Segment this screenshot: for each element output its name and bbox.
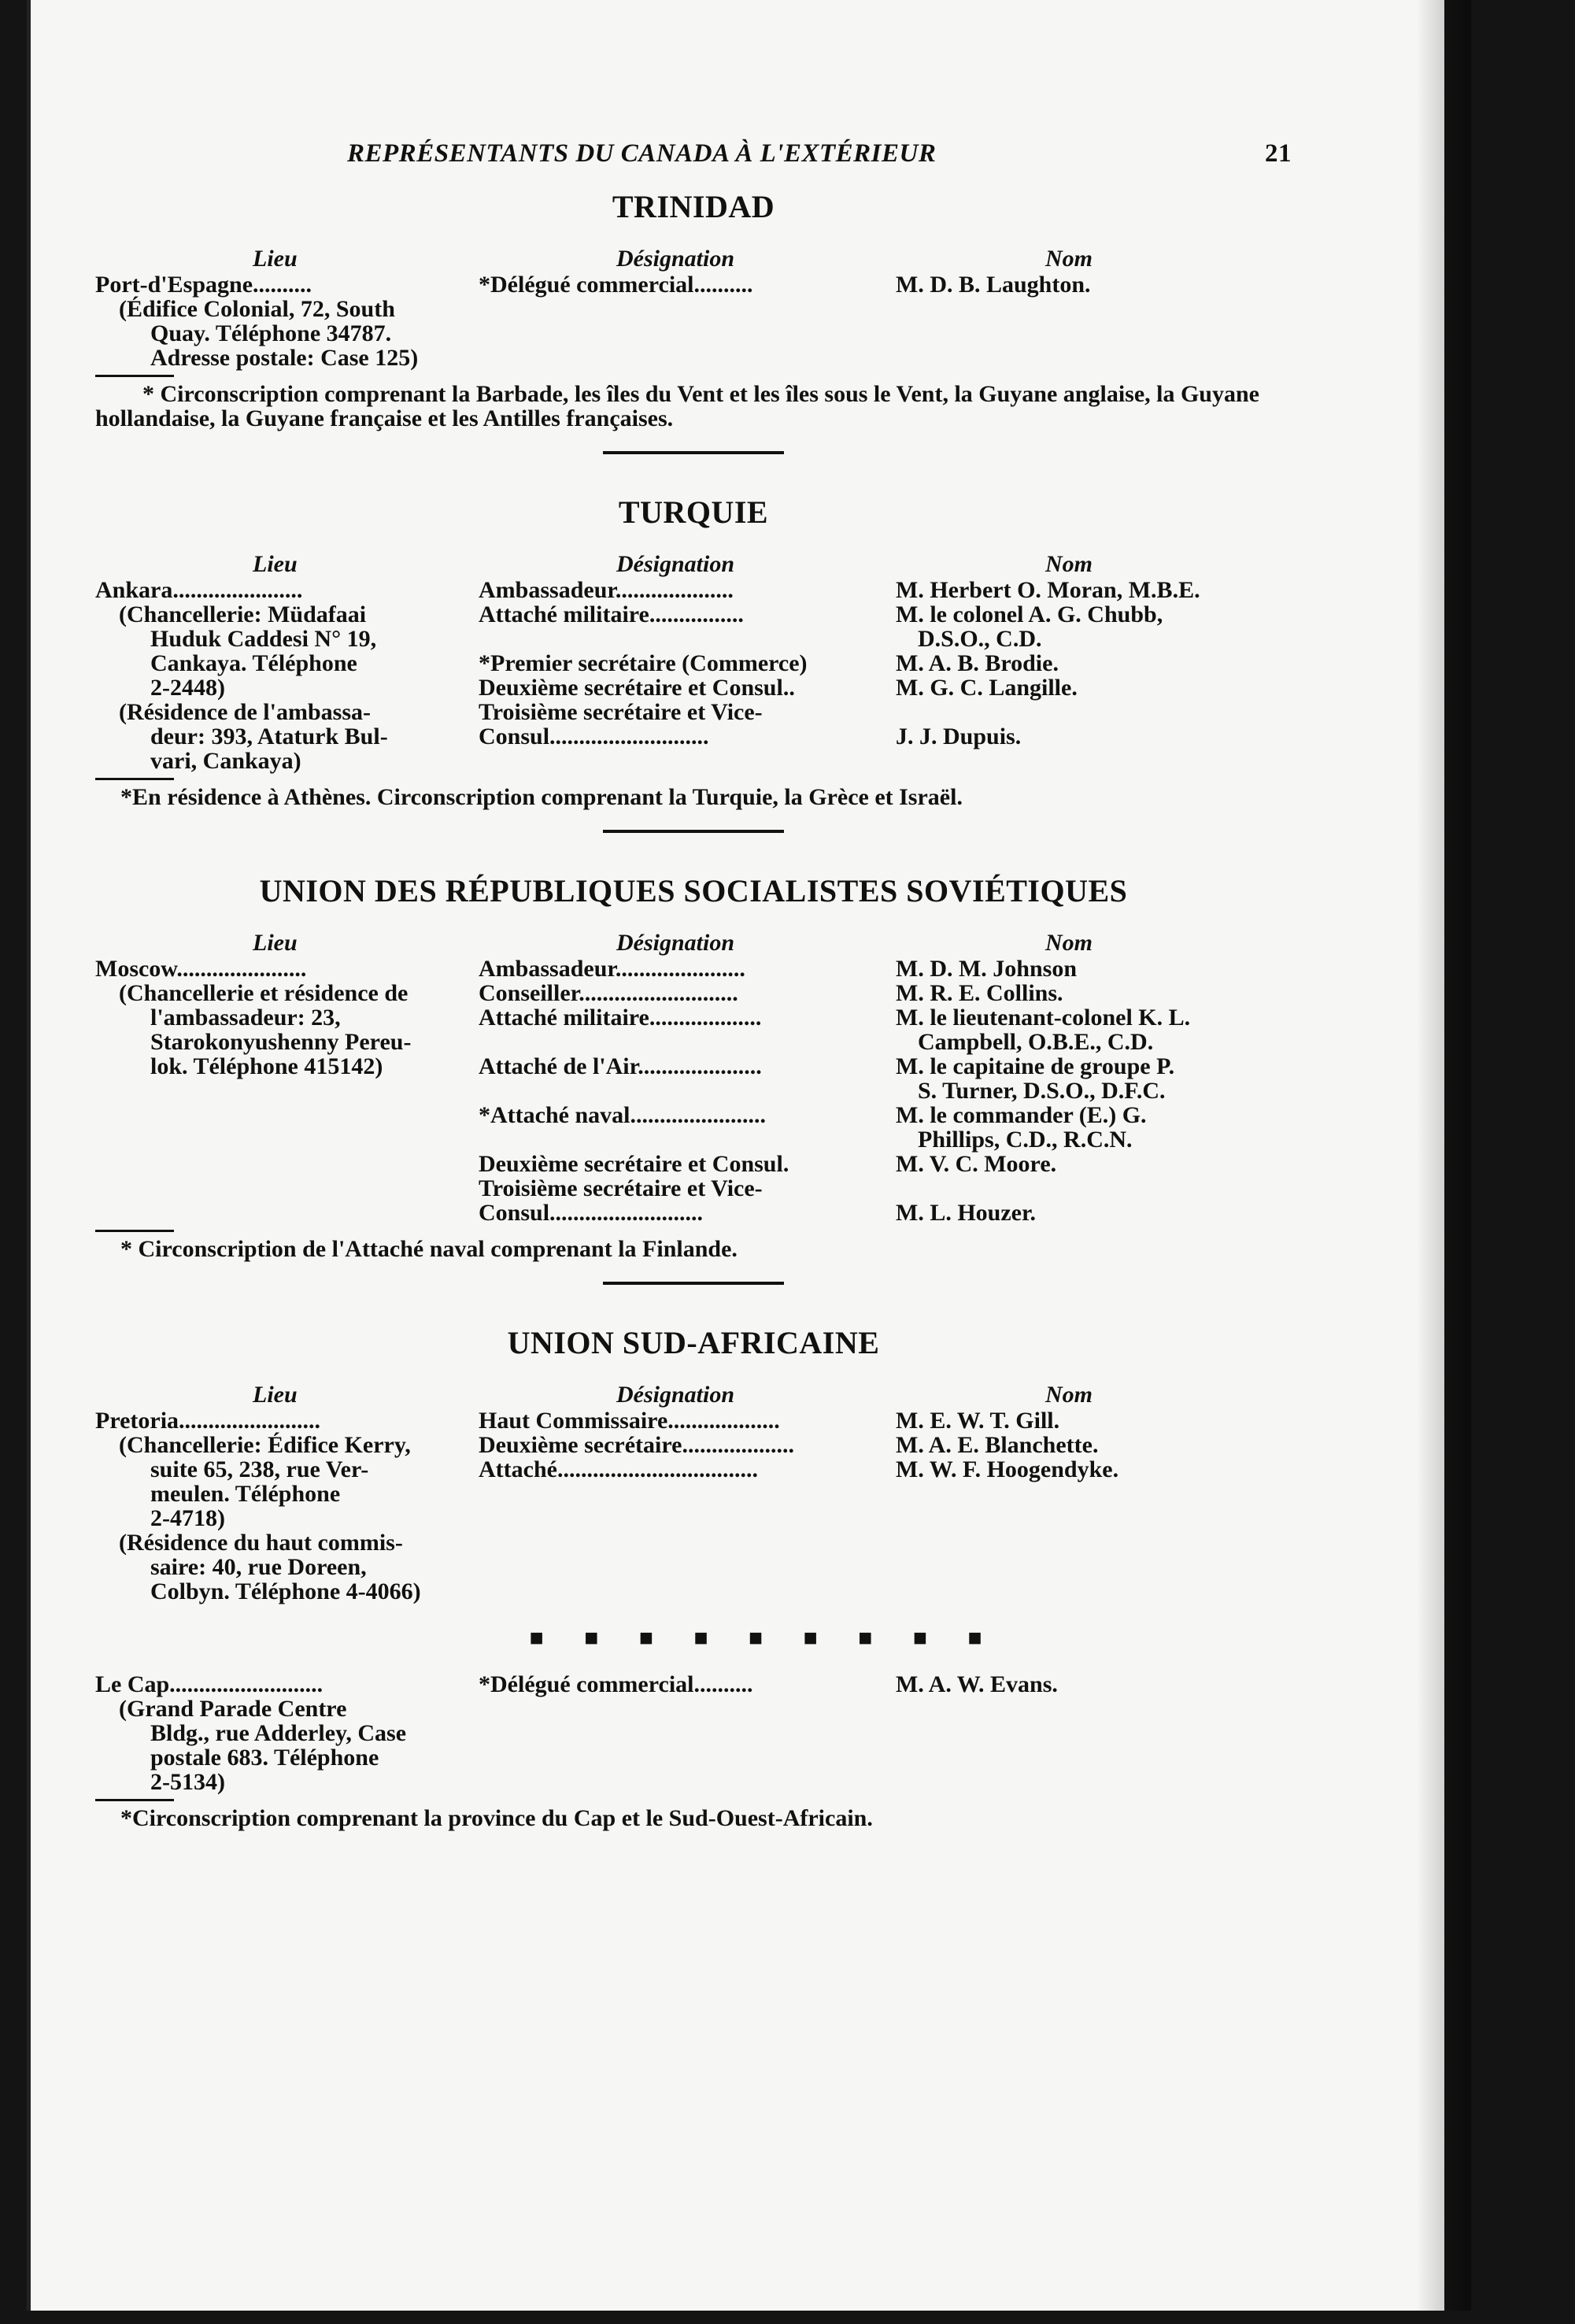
section-separator [603,451,784,454]
designation: Haut Commissaire................... [479,1408,780,1434]
lieu-line: deur: 393, Ataturk Bul- [150,723,388,749]
nom-cell [896,272,1292,370]
nom: M. le colonel A. G. Chubb, [896,601,1163,627]
designation-cell [479,957,896,1225]
designation: Ambassadeur.................... [479,577,734,603]
nom: Phillips, C.D., R.C.N. [918,1127,1133,1153]
designation: Troisième secrétaire et Vice- [479,699,763,725]
lieu-line: Port-d'Espagne.......... [95,272,312,298]
spacer [95,1604,1292,1626]
nom: Campbell, O.B.E., C.D. [918,1029,1154,1055]
page-edge-shadow [1416,0,1471,2311]
section-separator [603,1282,784,1285]
entries-table [95,272,1292,370]
lieu-line: 2-4718) [150,1505,225,1531]
lieu-line: Le Cap.......................... [95,1671,324,1697]
lieu-line: Moscow...................... [95,956,307,982]
lieu-line: Pretoria........................ [95,1408,321,1434]
col-header-designation: Désignation [616,930,735,956]
nom: J. J. Dupuis. [896,723,1022,749]
nom [896,1176,1292,1201]
nom: D.S.O., C.D. [918,626,1042,652]
nom: M. le commander (E.) G. [896,1102,1147,1128]
designation: *Attaché naval....................... [479,1102,766,1128]
col-header-nom: Nom [1045,551,1093,577]
page-content [95,139,1292,1831]
section-separator [603,830,784,833]
designation [479,1079,896,1103]
nom-cell [896,957,1292,1225]
entries-table [95,957,1292,1225]
footnote: *Circonscription comprenant la province du Cap et le Sud-Ouest-Africain. [120,1805,873,1831]
designation-cell [479,272,896,370]
nom: M. L. Houzer. [896,1200,1037,1226]
lieu-line: Quay. Téléphone 34787. [150,320,392,346]
lieu-line: postale 683. Téléphone [150,1745,379,1771]
column-headers [95,552,1292,576]
lieu-cell [95,578,479,773]
lieu-line: (Grand Parade Centre [119,1696,347,1722]
col-header-nom: Nom [1045,930,1093,956]
designation: Attaché militaire................ [479,601,744,627]
country-title: TURQUIE [618,494,769,530]
designation: *Premier secrétaire (Commerce) [479,650,808,676]
country-title: UNION SUD-AFRICAINE [507,1325,880,1360]
col-header-designation: Désignation [616,1382,735,1408]
designation-cell [479,1672,896,1794]
designation: Deuxième secrétaire................... [479,1432,794,1458]
col-header-designation: Désignation [616,246,735,272]
section-turquie [95,494,1292,833]
section-union-sud-africaine [95,1324,1292,1830]
document-page [27,0,1444,2311]
designation: Deuxième secrétaire et Consul.. [479,675,795,701]
lieu-line: (Résidence du haut commis- [119,1530,403,1556]
footnote-rule [95,1230,174,1232]
spacer [95,1650,1292,1672]
lieu-line: 2-2448) [150,675,225,701]
lieu-line: Huduk Caddesi N° 19, [150,626,377,652]
nom-cell [896,1672,1292,1794]
lieu-line: Bldg., rue Adderley, Case [150,1720,407,1746]
nom: M. D. M. Johnson [896,956,1078,982]
designation [479,627,896,651]
lieu-line: Cankaya. Téléphone [150,650,357,676]
lieu-cell [95,1408,479,1604]
col-header-lieu: Lieu [253,1382,298,1408]
designation: Attaché militaire................... [479,1005,762,1031]
nom: M. A. E. Blanchette. [896,1432,1099,1458]
column-headers [95,246,1292,271]
lieu-line: lok. Téléphone 415142) [150,1053,383,1079]
entries-table-le-cap [95,1672,1292,1794]
footnote: * Circonscription comprenant la Barbade, les îles du Vent et les îles sous le Vent, la Guyane anglaise, la Guyane hollandaise, la Guyane française et les Antilles françaises. [95,381,1259,431]
designation: Attaché de l'Air..................... [479,1053,762,1079]
nom: M. W. F. Hoogendyke. [896,1456,1119,1482]
col-header-nom: Nom [1045,1382,1093,1408]
lieu-line: Starokonyushenny Pereu- [150,1029,412,1055]
footnote: *En résidence à Athènes. Circonscription comprenant la Turquie, la Grèce et Israël. [120,784,963,810]
nom: M. V. C. Moore. [896,1151,1057,1177]
nom-cell [896,1408,1292,1604]
lieu-line: Colbyn. Téléphone 4-4066) [150,1578,421,1604]
nom: M. E. W. T. Gill. [896,1408,1060,1434]
lieu-cell [95,272,479,370]
running-header [95,139,1292,168]
col-header-lieu: Lieu [253,930,298,956]
lieu-line: meulen. Téléphone [150,1481,341,1507]
lieu-line: (Édifice Colonial, 72, South [119,296,395,322]
nom: M. G. C. Langille. [896,675,1078,701]
lieu-cell [95,957,479,1225]
nom: M. le lieutenant-colonel K. L. [896,1005,1191,1031]
lieu-line: (Chancellerie: Édifice Kerry, [119,1432,411,1458]
designation [479,1030,896,1054]
entries-table [95,578,1292,773]
footnote-rule [95,1799,174,1801]
separator-dots: ■ ■ ■ ■ ■ ■ ■ ■ ■ [529,1625,1000,1651]
col-header-designation: Désignation [616,551,735,577]
designation-cell [479,1408,896,1604]
designation: Conseiller........................... [479,980,738,1006]
nom: M. R. E. Collins. [896,980,1063,1006]
designation [479,1127,896,1152]
nom: M. Herbert O. Moran, M.B.E. [896,577,1200,603]
col-header-nom: Nom [1045,246,1093,272]
lieu-line: Ankara...................... [95,577,303,603]
col-header-lieu: Lieu [253,551,298,577]
lieu-line: (Chancellerie: Müdafaai [119,601,367,627]
nom: M. D. B. Laughton. [896,272,1091,298]
col-header-lieu: Lieu [253,246,298,272]
entries-table-pretoria [95,1408,1292,1604]
designation: Consul........................... [479,723,709,749]
lieu-line: (Chancellerie et résidence de [119,980,409,1006]
designation: *Délégué commercial.......... [479,1671,753,1697]
column-headers [95,931,1292,955]
section-urss [95,872,1292,1285]
nom: M. A. W. Evans. [896,1671,1058,1697]
country-title: UNION DES RÉPUBLIQUES SOCIALISTES SOVIÉTIQUES [259,873,1128,909]
nom: S. Turner, D.S.O., D.F.C. [918,1078,1166,1104]
lieu-line: l'ambassadeur: 23, [150,1005,341,1031]
lieu-line: 2-5134) [150,1769,225,1795]
lieu-line: (Résidence de l'ambassa- [119,699,371,725]
lieu-line: Adresse postale: Case 125) [150,345,419,371]
column-headers [95,1382,1292,1407]
designation-cell [479,578,896,773]
footnote-rule [95,375,174,377]
designation: Ambassadeur...................... [479,956,745,982]
designation: Deuxième secrétaire et Consul. [479,1151,789,1177]
country-title: TRINIDAD [612,189,775,224]
section-trinidad [95,188,1292,454]
footnote: * Circonscription de l'Attaché naval comprenant la Finlande. [120,1236,738,1262]
lieu-cell [95,1672,479,1794]
footnote-rule [95,778,174,780]
nom [896,700,1292,724]
designation: Troisième secrétaire et Vice- [479,1175,763,1201]
nom: M. le capitaine de groupe P. [896,1053,1175,1079]
designation: Attaché.................................. [479,1456,758,1482]
running-header-title: REPRÉSENTANTS DU CANADA À L'EXTÉRIEUR [347,139,937,168]
page-number: 21 [1265,139,1292,168]
designation: *Délégué commercial.......... [479,272,753,298]
designation: Consul.......................... [479,1200,704,1226]
lieu-line: suite 65, 238, rue Ver- [150,1456,369,1482]
nom-cell [896,578,1292,773]
lieu-line: saire: 40, rue Doreen, [150,1554,367,1580]
lieu-line: vari, Cankaya) [150,748,301,774]
nom: M. A. B. Brodie. [896,650,1059,676]
